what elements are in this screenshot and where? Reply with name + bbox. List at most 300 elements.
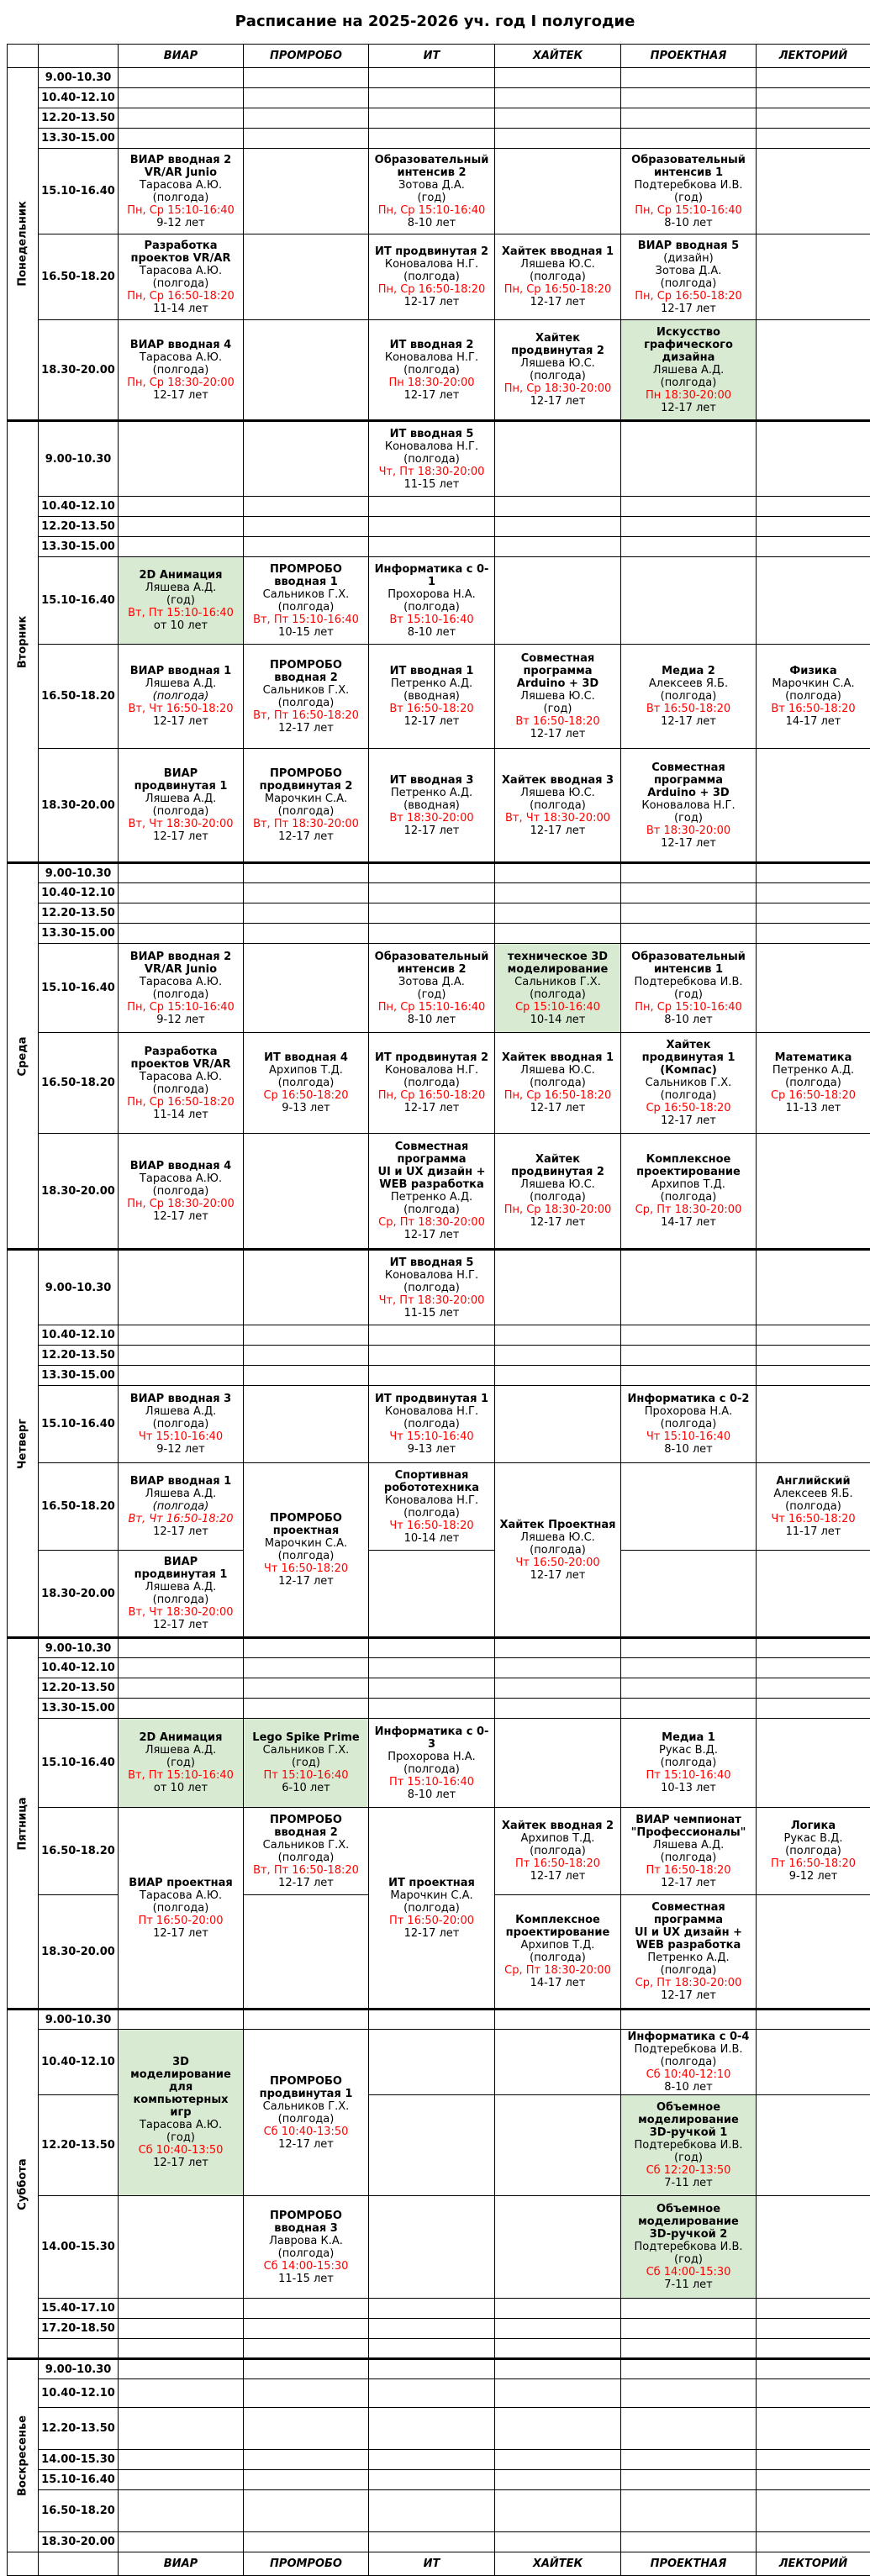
time-cell: 10.40-12.10	[39, 883, 119, 903]
class-line: Пт 16:50-18:20	[497, 1857, 619, 1870]
class-line: Рукас В.Д.	[758, 1832, 868, 1845]
class-line: 12-17 лет	[245, 2138, 366, 2151]
class-line: Чт 15:10-16:40	[120, 1430, 241, 1443]
class-line: (полгода)	[623, 277, 754, 290]
empty-cell	[369, 537, 495, 557]
class-cell	[119, 149, 244, 234]
empty-cell	[244, 129, 369, 149]
time-slot-row	[8, 517, 870, 537]
class-line: ВИАР вводная 3	[120, 1393, 241, 1405]
class-line: ВИАР вводная 2	[120, 154, 241, 166]
empty-cell	[369, 2450, 495, 2470]
class-line: ВИАР вводная 4	[120, 339, 241, 351]
empty-cell	[369, 2490, 495, 2532]
class-cell	[621, 645, 757, 749]
empty-cell	[757, 1366, 870, 1386]
class-line: Информатика с 0-2	[623, 1393, 754, 1405]
class-line: 14-17 лет	[758, 715, 868, 728]
column-header: ХАЙТЕК	[495, 2552, 621, 2576]
class-line: ВИАР проектная	[120, 1877, 241, 1889]
day-name: Воскресенье	[17, 2415, 29, 2496]
class-line: 9-13 лет	[245, 1102, 366, 1114]
empty-cell	[119, 863, 244, 883]
day-name: Суббота	[17, 2158, 29, 2210]
time-cell: 9.00-10.30	[39, 2359, 119, 2379]
class-line: Вт, Пт 15:10-16:40	[120, 1769, 241, 1782]
class-line: (полгода)	[623, 377, 754, 389]
empty-cell	[621, 2379, 757, 2408]
class-line: (полгода)	[371, 453, 493, 466]
day-name: Вторник	[17, 615, 29, 668]
time-slot-row	[8, 1463, 870, 1551]
class-line: ВИАР	[120, 767, 241, 780]
class-cell	[621, 234, 757, 320]
class-cell	[621, 2030, 757, 2095]
class-line: (полгода)	[758, 1500, 868, 1513]
empty-cell	[495, 1325, 621, 1346]
time-cell: 18.30-20.00	[39, 1551, 119, 1638]
class-line: Чт 16:50-18:20	[245, 1562, 366, 1575]
class-cell	[621, 1033, 757, 1134]
class-line: 12-17 лет	[497, 728, 619, 740]
class-line: Объемное	[623, 2203, 754, 2215]
class-line: Сальников Г.Х.	[497, 976, 619, 988]
time-slot-row	[8, 1699, 870, 1719]
class-line: 11-17 лет	[758, 1525, 868, 1538]
class-line: Коновалова Н.Г.	[371, 440, 493, 453]
class-line: (полгода)	[245, 1077, 366, 1089]
empty-cell	[244, 2299, 369, 2319]
class-line: Ср, Пт 18:30-20:00	[497, 1964, 619, 1977]
class-line: продвинутая 2	[497, 1166, 619, 1178]
time-cell: 17.20-18.50	[39, 2319, 119, 2339]
class-line: (полгода)	[120, 805, 241, 818]
class-line: Пн, Ср 16:50-18:20	[120, 1096, 241, 1109]
class-line: Сальников Г.Х.	[245, 2100, 366, 2113]
class-line: Вт, Пт 15:10-16:40	[245, 614, 366, 626]
empty-cell	[757, 1386, 870, 1463]
class-cell	[119, 1808, 244, 2010]
time-cell: 13.30-15.00	[39, 1366, 119, 1386]
class-line: Ср, Пт 18:30-20:00	[623, 1204, 754, 1216]
time-slot-row	[8, 497, 870, 517]
class-line: Вт 18:30-20:00	[371, 812, 493, 824]
class-line: ИТ продвинутая 1	[371, 1393, 493, 1405]
time-cell: 15.10-16.40	[39, 1719, 119, 1808]
class-line: Чт 15:10-16:40	[371, 1430, 493, 1443]
class-line: ПРОМРОБО	[245, 767, 366, 780]
class-line: Ляшева Ю.С.	[497, 357, 619, 370]
class-line: 8-10 лет	[623, 1014, 754, 1026]
time-slot-row	[8, 557, 870, 645]
class-line: Комплексное	[623, 1153, 754, 1166]
empty-cell	[244, 1699, 369, 1719]
class-cell	[119, 749, 244, 863]
class-line: Ср 16:50-18:20	[623, 1102, 754, 1114]
class-line: Тарасова А.Ю.	[120, 179, 241, 192]
empty-cell	[757, 537, 870, 557]
class-line: Ср 15:10-16:40	[497, 1001, 619, 1014]
empty-cell	[621, 2450, 757, 2470]
empty-cell	[621, 1678, 757, 1699]
time-cell: 13.30-15.00	[39, 129, 119, 149]
class-line: Марочкин С.А.	[371, 1889, 493, 1902]
column-header: ИТ	[369, 45, 495, 68]
class-line: Ляшева Ю.С.	[497, 1531, 619, 1544]
empty-cell	[119, 2379, 244, 2408]
time-cell: 18.30-20.00	[39, 1895, 119, 2010]
class-line: 12-17 лет	[245, 830, 366, 843]
empty-cell	[621, 2408, 757, 2450]
empty-cell	[495, 497, 621, 517]
empty-cell	[369, 129, 495, 149]
empty-cell	[244, 2359, 369, 2379]
top-header-row	[8, 45, 870, 68]
class-line: 2D Анимация	[120, 569, 241, 582]
class-line: 10-14 лет	[371, 1532, 493, 1545]
empty-cell	[119, 421, 244, 497]
class-line: Пт 15:10-16:40	[371, 1776, 493, 1788]
corner-cell	[8, 2552, 39, 2576]
empty-cell	[369, 2030, 495, 2095]
class-line: ПРОМРОБО	[245, 1512, 366, 1525]
empty-cell	[119, 1346, 244, 1366]
empty-cell	[369, 2339, 495, 2359]
empty-cell	[495, 1250, 621, 1325]
empty-cell	[621, 129, 757, 149]
class-line: Lego Spike Prime	[245, 1731, 366, 1744]
empty-cell	[119, 88, 244, 108]
class-line: 14-17 лет	[623, 1216, 754, 1229]
class-line: Английский	[758, 1475, 868, 1488]
class-line: ИТ продвинутая 2	[371, 1051, 493, 1064]
time-cell: 9.00-10.30	[39, 1638, 119, 1658]
time-cell: 18.30-20.00	[39, 749, 119, 863]
empty-cell	[757, 1325, 870, 1346]
empty-cell	[621, 1250, 757, 1325]
class-cell	[369, 1808, 495, 2010]
empty-cell	[119, 924, 244, 944]
time-cell: 13.30-15.00	[39, 537, 119, 557]
class-line: ИТ проектная	[371, 1877, 493, 1889]
class-cell	[119, 1719, 244, 1808]
empty-cell	[757, 517, 870, 537]
class-line: 12-17 лет	[120, 1619, 241, 1631]
time-slot-row	[8, 1808, 870, 1895]
time-cell: 14.00-15.30	[39, 2196, 119, 2299]
time-cell: 13.30-15.00	[39, 924, 119, 944]
empty-cell	[244, 1386, 369, 1463]
class-line: Пт 16:50-18:20	[758, 1857, 868, 1870]
class-line: продвинутая 2	[245, 780, 366, 793]
empty-cell	[244, 1638, 369, 1658]
class-line: 8-10 лет	[371, 217, 493, 229]
day-label	[8, 1250, 39, 1638]
empty-cell	[244, 421, 369, 497]
class-cell	[244, 557, 369, 645]
class-line: Тарасова А.Ю.	[120, 976, 241, 988]
class-line: 12-17 лет	[245, 1877, 366, 1889]
class-line: Лаврова К.А.	[245, 2235, 366, 2247]
empty-cell	[244, 863, 369, 883]
class-line: ПРОМРОБО	[245, 2075, 366, 2088]
class-line: (полгода)	[120, 1902, 241, 1915]
class-line: VR/AR Junio	[120, 963, 241, 976]
class-line: Петренко А.Д.	[371, 787, 493, 799]
column-header: ВИАР	[119, 45, 244, 68]
class-line: Информатика с 0-	[371, 1725, 493, 1738]
class-line: ПРОМРОБО	[245, 2210, 366, 2222]
class-line: игр	[120, 2106, 241, 2119]
class-cell	[495, 320, 621, 421]
time-slot-row	[8, 149, 870, 234]
class-line: (полгода)	[120, 690, 241, 703]
empty-cell	[244, 537, 369, 557]
time-slot-row	[8, 1346, 870, 1366]
class-line: Ср 16:50-18:20	[758, 1089, 868, 1102]
class-line: ПРОМРОБО	[245, 659, 366, 672]
class-cell	[621, 149, 757, 234]
class-cell	[369, 320, 495, 421]
empty-cell	[495, 129, 621, 149]
day-label	[8, 1638, 39, 2010]
time-slot-row	[8, 1551, 870, 1638]
class-line: Образовательный	[623, 951, 754, 963]
class-cell	[621, 1386, 757, 1463]
class-cell	[119, 1033, 244, 1134]
day-label	[8, 68, 39, 421]
class-cell	[369, 149, 495, 234]
time-cell: 15.10-16.40	[39, 149, 119, 234]
class-line: Коновалова Н.Г.	[371, 258, 493, 271]
class-line: Пн, Ср 18:30-20:00	[120, 377, 241, 389]
time-cell: 12.20-13.50	[39, 2095, 119, 2196]
class-line: 3D	[120, 2056, 241, 2068]
class-line: Ср, Пт 18:30-20:00	[371, 1216, 493, 1229]
class-line: 6-10 лет	[245, 1782, 366, 1794]
class-line: 12-17 лет	[371, 824, 493, 837]
empty-cell	[244, 2408, 369, 2450]
class-line: Ляшева А.Д.	[120, 582, 241, 594]
class-line: Хайтек вводная 1	[497, 1051, 619, 1064]
class-cell	[244, 2030, 369, 2196]
class-line: Архипов Т.Д.	[497, 1832, 619, 1845]
empty-cell	[495, 1658, 621, 1678]
empty-cell	[119, 2532, 244, 2552]
empty-cell	[119, 497, 244, 517]
time-slot-row	[8, 88, 870, 108]
empty-cell	[369, 2408, 495, 2450]
empty-cell	[244, 1250, 369, 1325]
class-cell	[495, 1808, 621, 1895]
empty-cell	[369, 2532, 495, 2552]
class-line: Вт, Пт 18:30-20:00	[245, 818, 366, 830]
column-header: ПРОМРОБО	[244, 45, 369, 68]
class-cell	[757, 645, 870, 749]
class-line: Ляшева Ю.С.	[497, 1064, 619, 1077]
empty-cell	[757, 2010, 870, 2030]
class-line: (полгода)	[371, 1077, 493, 1089]
class-line: (дизайн)	[623, 252, 754, 265]
class-line: Совместная	[623, 761, 754, 774]
class-line: Сб 10:40-12:10	[623, 2068, 754, 2081]
empty-cell	[369, 1325, 495, 1346]
empty-cell	[369, 497, 495, 517]
class-line: Вт, Чт 18:30-20:00	[120, 818, 241, 830]
empty-cell	[757, 68, 870, 88]
class-line: (год)	[120, 1757, 241, 1769]
class-line: Петренко А.Д.	[371, 677, 493, 690]
class-line: Петренко А.Д.	[371, 1191, 493, 1204]
class-line: Прохорова Н.А.	[371, 588, 493, 601]
time-cell: 15.10-16.40	[39, 2470, 119, 2490]
class-line: 12-17 лет	[120, 1525, 241, 1538]
time-slot-row	[8, 2196, 870, 2299]
class-line: 9-12 лет	[120, 1443, 241, 1456]
time-cell: 16.50-18.20	[39, 234, 119, 320]
schedule-table	[7, 44, 870, 2576]
empty-cell	[495, 2490, 621, 2532]
class-line: Сб 14:00-15:30	[623, 2266, 754, 2278]
class-line: Коновалова Н.Г.	[371, 1064, 493, 1077]
empty-cell	[621, 2010, 757, 2030]
class-line: Ляшева А.Д.	[120, 1488, 241, 1500]
class-line: Архипов Т.Д.	[497, 1939, 619, 1952]
class-line: Объемное	[623, 2101, 754, 2114]
empty-cell	[757, 2299, 870, 2319]
empty-cell	[495, 1386, 621, 1463]
time-cell: 12.20-13.50	[39, 517, 119, 537]
time-cell: 10.40-12.10	[39, 2030, 119, 2095]
class-cell	[495, 234, 621, 320]
class-line: 12-17 лет	[623, 1989, 754, 2002]
class-line: Петренко А.Д.	[758, 1064, 868, 1077]
empty-cell	[757, 1658, 870, 1678]
class-line: Алексеев Я.Б.	[758, 1488, 868, 1500]
empty-cell	[621, 924, 757, 944]
class-cell	[119, 944, 244, 1033]
class-line: Образовательный	[623, 154, 754, 166]
class-line: вводная 3	[245, 2222, 366, 2235]
empty-cell	[244, 2339, 369, 2359]
empty-cell	[621, 2490, 757, 2532]
empty-cell	[621, 537, 757, 557]
empty-cell	[757, 2339, 870, 2359]
class-line: (полгода)	[245, 1550, 366, 1562]
empty-cell	[757, 903, 870, 924]
time-slot-row	[8, 1678, 870, 1699]
corner-time-cell	[39, 45, 119, 68]
class-line: (полгода)	[497, 271, 619, 283]
day-name: Четверг	[17, 1419, 29, 1469]
empty-cell	[495, 1699, 621, 1719]
class-line: 12-17 лет	[120, 1927, 241, 1940]
class-line: Информатика с 0-	[371, 563, 493, 576]
time-cell: 10.40-12.10	[39, 1325, 119, 1346]
class-line: робототехника	[371, 1482, 493, 1494]
class-line: Коновалова Н.Г.	[371, 351, 493, 364]
empty-cell	[495, 2095, 621, 2196]
class-line: 12-17 лет	[497, 1569, 619, 1582]
empty-cell	[495, 2408, 621, 2450]
empty-cell	[621, 2359, 757, 2379]
class-line: 10-15 лет	[245, 626, 366, 639]
empty-cell	[757, 1699, 870, 1719]
time-slot-row	[8, 108, 870, 129]
class-line: (полгода)	[623, 1757, 754, 1769]
class-line: компьютерных	[120, 2094, 241, 2106]
time-slot-row	[8, 1250, 870, 1325]
class-line: 12-17 лет	[623, 1877, 754, 1889]
class-line: ВИАР чемпионат	[623, 1814, 754, 1826]
class-line: Пн, Ср 15:10-16:40	[623, 1001, 754, 1014]
class-cell	[119, 1386, 244, 1463]
class-line: 12-17 лет	[371, 1102, 493, 1114]
time-cell: 9.00-10.30	[39, 863, 119, 883]
time-slot-row	[8, 1033, 870, 1134]
class-line: UI и UX дизайн +	[623, 1926, 754, 1939]
class-line: (полгода)	[758, 1077, 868, 1089]
empty-cell	[757, 749, 870, 863]
empty-cell	[757, 1250, 870, 1325]
class-cell	[369, 1250, 495, 1325]
empty-cell	[495, 537, 621, 557]
class-line: продвинутая 1	[120, 1568, 241, 1581]
class-line: (год)	[623, 2253, 754, 2266]
class-line: (полгода)	[497, 1952, 619, 1964]
class-line: Хайтек вводная 3	[497, 774, 619, 787]
class-line: (год)	[120, 594, 241, 607]
time-cell: 15.10-16.40	[39, 944, 119, 1033]
empty-cell	[757, 1895, 870, 2010]
class-line: Вт, Пт 16:50-18:20	[245, 709, 366, 722]
time-cell: 12.20-13.50	[39, 1678, 119, 1699]
class-line: (полгода)	[497, 988, 619, 1001]
class-line: моделирование	[623, 2215, 754, 2228]
time-cell: 16.50-18.20	[39, 1808, 119, 1895]
time-slot-row	[8, 2359, 870, 2379]
time-cell: 15.10-16.40	[39, 557, 119, 645]
class-cell	[621, 1134, 757, 1250]
empty-cell	[757, 2196, 870, 2299]
empty-cell	[244, 517, 369, 537]
empty-cell	[621, 108, 757, 129]
class-line: 9-12 лет	[120, 1014, 241, 1026]
class-line: (полгода)	[497, 1191, 619, 1204]
empty-cell	[621, 1658, 757, 1678]
class-line: 12-17 лет	[623, 837, 754, 850]
class-line: Сальников Г.Х.	[245, 684, 366, 697]
class-cell	[621, 2095, 757, 2196]
empty-cell	[119, 68, 244, 88]
class-line: 12-17 лет	[245, 722, 366, 735]
time-cell: 18.30-20.00	[39, 1134, 119, 1250]
class-line: Марочкин С.А.	[245, 1537, 366, 1550]
time-cell: 14.00-15.30	[39, 2450, 119, 2470]
class-line: Ср, Пт 18:30-20:00	[623, 1977, 754, 1989]
class-line: "Профессионалы"	[623, 1826, 754, 1839]
empty-cell	[621, 883, 757, 903]
empty-cell	[495, 557, 621, 645]
empty-cell	[369, 2319, 495, 2339]
class-line: (вводная)	[371, 690, 493, 703]
class-line: Информатика с 0-4	[623, 2031, 754, 2043]
empty-cell	[757, 2490, 870, 2532]
empty-cell	[495, 517, 621, 537]
class-line: Пт 15:10-16:40	[245, 1769, 366, 1782]
class-line: (полгода)	[371, 1282, 493, 1294]
empty-cell	[244, 1346, 369, 1366]
